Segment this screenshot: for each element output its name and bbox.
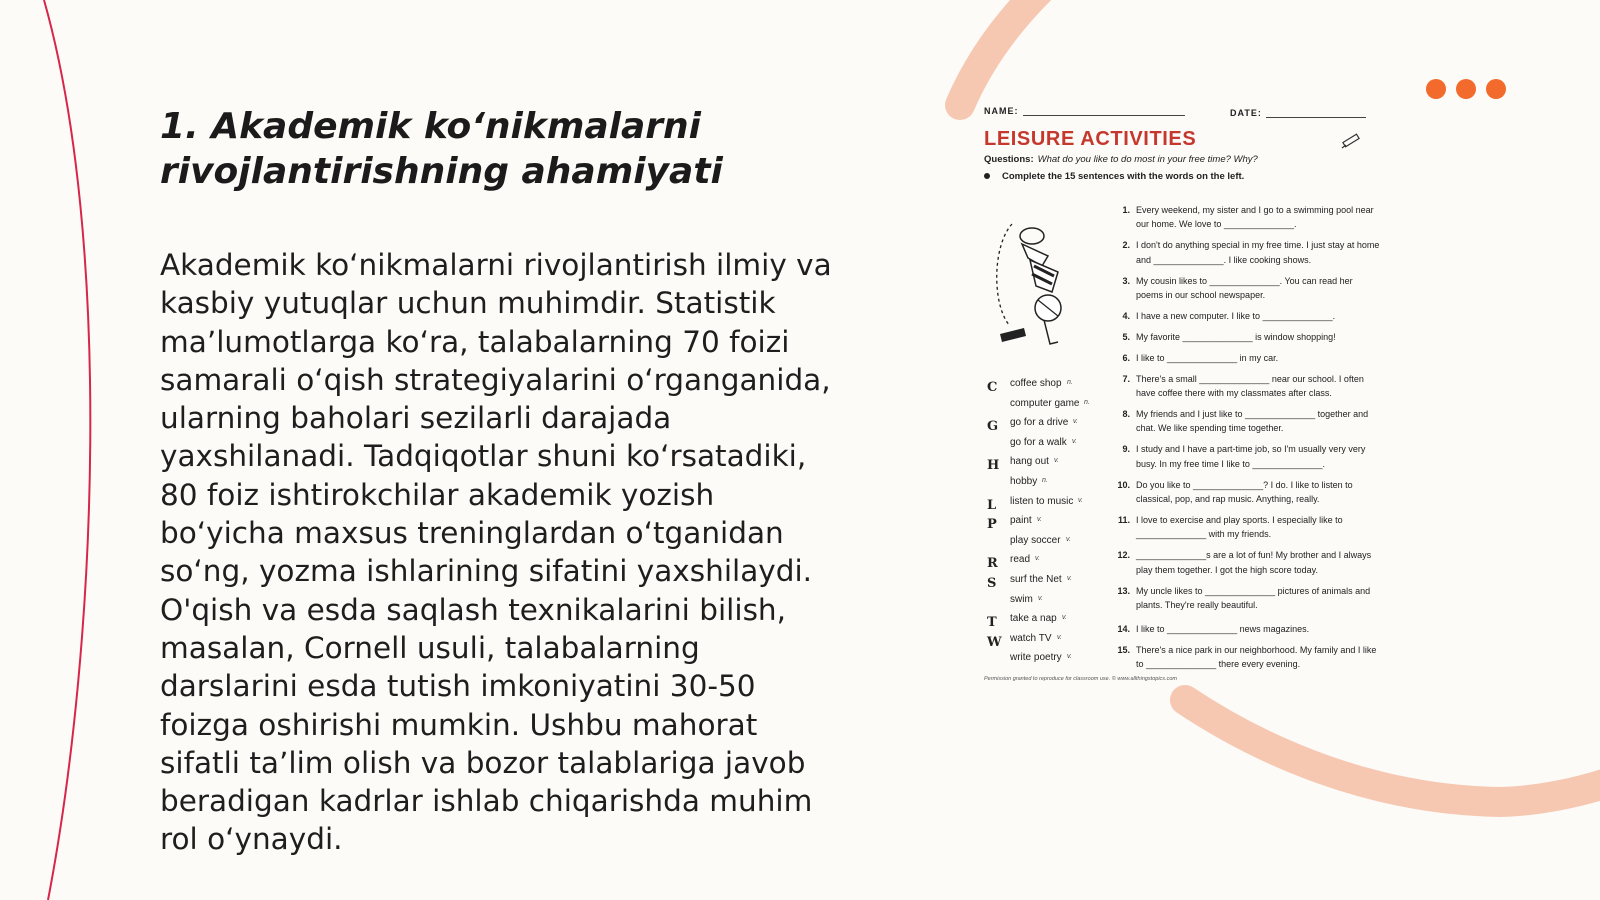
sentence-number: 15.	[1117, 644, 1130, 655]
word-text: hobby	[1010, 475, 1038, 487]
sentence-item	[1110, 238, 1380, 267]
body-line: sifatli ta’lim olish va bozor talablariga javob	[160, 745, 806, 780]
body-line: so‘ng, yozma ishlarining sifatini yaxshilaydi.	[160, 554, 813, 589]
word-list-item	[984, 554, 1114, 574]
sentence-item	[1110, 442, 1380, 471]
sentence-number: 6.	[1122, 352, 1130, 363]
sentence-item	[1110, 478, 1380, 507]
sentence-number: 3.	[1122, 275, 1130, 286]
word-index-letter: H	[987, 458, 1000, 474]
body-line: masalan, Cornell usuli, talabalarning	[160, 630, 700, 665]
worksheet-image	[984, 100, 1380, 700]
word-part-of-speech: v.	[1037, 516, 1042, 524]
body-line: samarali o‘qish strategiyalarini o‘rganganida,	[160, 362, 831, 397]
decorative-dot	[1426, 79, 1446, 99]
word-index-letter: G	[987, 419, 999, 435]
body-line: rol o‘ynaydi.	[160, 822, 343, 857]
word-text: computer game	[1010, 397, 1080, 409]
word-list-item	[984, 456, 1114, 476]
body-line: kasbiy yutuqlar uchun muhimdir. Statistik	[160, 286, 776, 321]
sentence-text: My uncle likes to ______________ pictures of animals and plants. They're really beautiful.	[1136, 585, 1371, 610]
body-line: 80 foiz ishtirokchilar akademik yozish	[160, 477, 715, 512]
sentence-item	[1110, 407, 1380, 436]
sentence-number: 1.	[1122, 205, 1130, 215]
sentence-number: 13.	[1117, 585, 1130, 596]
word-text: listen to music	[1010, 495, 1074, 507]
cartoon-illustration	[992, 216, 1078, 356]
sentence-text: Do you like to ______________? I do. I like to listen to classical, pop, and rap music. Anything, really.	[1136, 479, 1353, 504]
sentence-item	[1110, 274, 1380, 303]
word-index-letter: R	[987, 556, 998, 572]
word-list-item	[984, 535, 1114, 555]
sentence-number: 10.	[1117, 479, 1130, 490]
worksheet-questions	[984, 154, 1258, 165]
sentence-item	[1110, 643, 1380, 672]
sentence-text: I have a new computer. I like to ______________.	[1136, 310, 1336, 321]
word-list-item	[984, 496, 1114, 516]
sentence-item	[1110, 622, 1380, 636]
word-part-of-speech: v.	[1067, 574, 1072, 582]
word-text: surf the Net	[1010, 573, 1062, 585]
word-list-item	[984, 594, 1114, 614]
word-text: coffee shop	[1010, 378, 1062, 389]
sentence-number: 12.	[1117, 550, 1130, 561]
word-index-letter: C	[987, 380, 998, 395]
word-index-letter: L	[987, 497, 997, 513]
sentence-number: 9.	[1122, 444, 1130, 455]
body-line: foizga oshirishi mumkin. Ushbu mahorat	[160, 707, 758, 742]
body-line: ularning baholari sezilarli darajada	[160, 401, 672, 436]
word-part-of-speech: v.	[1073, 418, 1078, 426]
body-line: beradigan kadrlar ishlab chiqarishda muhim	[160, 784, 813, 819]
word-list-item	[984, 515, 1114, 535]
slide-body-text	[160, 246, 850, 859]
word-text: play soccer	[1010, 534, 1061, 546]
word-list-item	[984, 574, 1114, 594]
sentence-list	[1110, 203, 1380, 672]
word-index-letter: P	[987, 517, 997, 533]
word-part-of-speech: v.	[1057, 633, 1062, 641]
word-list-item	[984, 398, 1114, 418]
word-text: write poetry	[1010, 652, 1062, 664]
word-list-item	[984, 633, 1114, 653]
sentence-item	[1110, 351, 1380, 365]
sentence-text: I love to exercise and play sports. I especially like to ______________ with my friends.	[1136, 514, 1343, 540]
sentence-item	[1110, 203, 1380, 232]
sentence-text: I like to ______________ news magazines.	[1136, 623, 1310, 634]
sentence-number: 11.	[1117, 514, 1130, 525]
word-part-of-speech: n.	[1084, 398, 1090, 406]
sentence-text: I don't do anything special in my free time. I just stay at home and ______________. I like cooking shows.	[1136, 240, 1380, 265]
word-part-of-speech: n.	[1067, 379, 1073, 386]
body-line: ma’lumotlarga ko‘ra, talabalarning 70 foizi	[160, 324, 790, 359]
body-line: O'qish va esda saqlash texnikalarini bilish,	[160, 592, 787, 627]
word-part-of-speech: v.	[1062, 614, 1067, 622]
body-line: Akademik ko‘nikmalarni rivojlantirish ilmiy va	[160, 248, 832, 282]
questions-label: Questions:	[984, 154, 1034, 165]
worksheet-title: LEISURE ACTIVITIES	[984, 128, 1197, 150]
worksheet-instruction	[984, 171, 1244, 182]
word-index-letter: T	[987, 615, 997, 631]
word-list-item	[984, 417, 1114, 437]
word-text: watch TV	[1010, 632, 1052, 644]
sentence-item	[1110, 309, 1380, 323]
word-index-letter: W	[987, 634, 1002, 650]
worksheet-footer: Permission granted to reproduce for classroom use. © www.allthingstopics.com	[984, 676, 1177, 682]
word-list-item	[984, 613, 1114, 633]
decorative-dots	[1426, 79, 1506, 99]
word-list-item	[984, 437, 1114, 457]
word-list	[984, 378, 1114, 672]
sentence-number: 5.	[1122, 331, 1130, 342]
slide-title	[160, 104, 800, 194]
body-line: bo‘yicha maxsus treninglardan o‘tganidan	[160, 516, 784, 551]
word-part-of-speech: n.	[1042, 476, 1048, 484]
word-part-of-speech: v.	[1035, 555, 1040, 563]
word-index-letter: S	[987, 575, 997, 591]
word-text: take a nap	[1010, 613, 1057, 625]
word-list-item	[984, 378, 1114, 398]
word-part-of-speech: v.	[1054, 457, 1059, 465]
decorative-dot	[1486, 79, 1506, 99]
sentence-item	[1110, 513, 1380, 542]
word-part-of-speech: v.	[1066, 535, 1071, 543]
sentence-text: My favorite ______________ is window shopping!	[1136, 331, 1336, 342]
sentence-text: There's a nice park in our neighborhood. My family and I like to ______________ there every evening.	[1136, 644, 1377, 670]
body-line: yaxshilanadi. Tadqiqotlar shuni ko‘rsatadiki,	[160, 439, 807, 474]
word-part-of-speech: v.	[1078, 496, 1083, 504]
word-text: go for a walk	[1010, 436, 1067, 448]
word-text: read	[1010, 554, 1031, 566]
sentence-text: I like to ______________ in my car.	[1136, 352, 1279, 363]
sentence-text: There's a small ______________ near our school. I often have coffee there with my classmates after class.	[1136, 373, 1364, 399]
word-list-item	[984, 476, 1114, 496]
sentence-item	[1110, 330, 1380, 344]
sentence-item	[1110, 548, 1380, 577]
sentence-number: 7.	[1122, 373, 1130, 384]
word-part-of-speech: v.	[1072, 437, 1077, 445]
slide-title-line-2: rivojlantirishning ahamiyati	[160, 151, 723, 192]
sentence-number: 8.	[1122, 408, 1130, 419]
sentence-text: Every weekend, my sister and I go to a swimming pool near our home. We love to ______________.	[1136, 205, 1374, 230]
sentence-item	[1110, 372, 1380, 401]
word-part-of-speech: v.	[1038, 594, 1043, 602]
sentence-text: I study and I have a part-time job, so I'm usually very very busy. In my free time I like to ______________.	[1136, 444, 1366, 469]
instruction-text: Complete the 15 sentences with the words on the left.	[1002, 171, 1245, 182]
left-curve-line	[44, 0, 90, 900]
name-label: NAME:	[984, 106, 1019, 116]
sentence-text: My cousin likes to ______________. You can read her poems in our school newspaper.	[1136, 275, 1353, 301]
word-text: go for a drive	[1010, 417, 1069, 429]
name-field	[984, 106, 1185, 116]
word-part-of-speech: v.	[1067, 653, 1072, 661]
word-text: paint	[1010, 515, 1032, 527]
sentence-number: 14.	[1117, 623, 1130, 634]
word-list-item	[984, 652, 1114, 672]
sentence-text: ______________s are a lot of fun! My brother and I always play them together. I got the high score today.	[1136, 550, 1372, 575]
slide-title-line-1: 1. Akademik ko‘nikmalarni	[160, 106, 702, 147]
word-text: swim	[1010, 593, 1033, 605]
decorative-dot	[1456, 79, 1476, 99]
word-text: hang out	[1010, 456, 1049, 468]
sentence-number: 2.	[1122, 240, 1130, 251]
body-line: darslarini esda tutish imkoniyatini 30-50	[160, 669, 756, 704]
date-label: DATE:	[1230, 108, 1262, 118]
sentence-item	[1110, 584, 1380, 613]
pencil-icon	[1340, 132, 1362, 150]
questions-text: What do you like to do most in your free time? Why?	[1037, 154, 1258, 165]
sentence-text: My friends and I just like to ______________ together and chat. We like spending time together.	[1136, 408, 1369, 434]
sentence-number: 4.	[1122, 310, 1130, 321]
date-field	[1230, 108, 1366, 118]
